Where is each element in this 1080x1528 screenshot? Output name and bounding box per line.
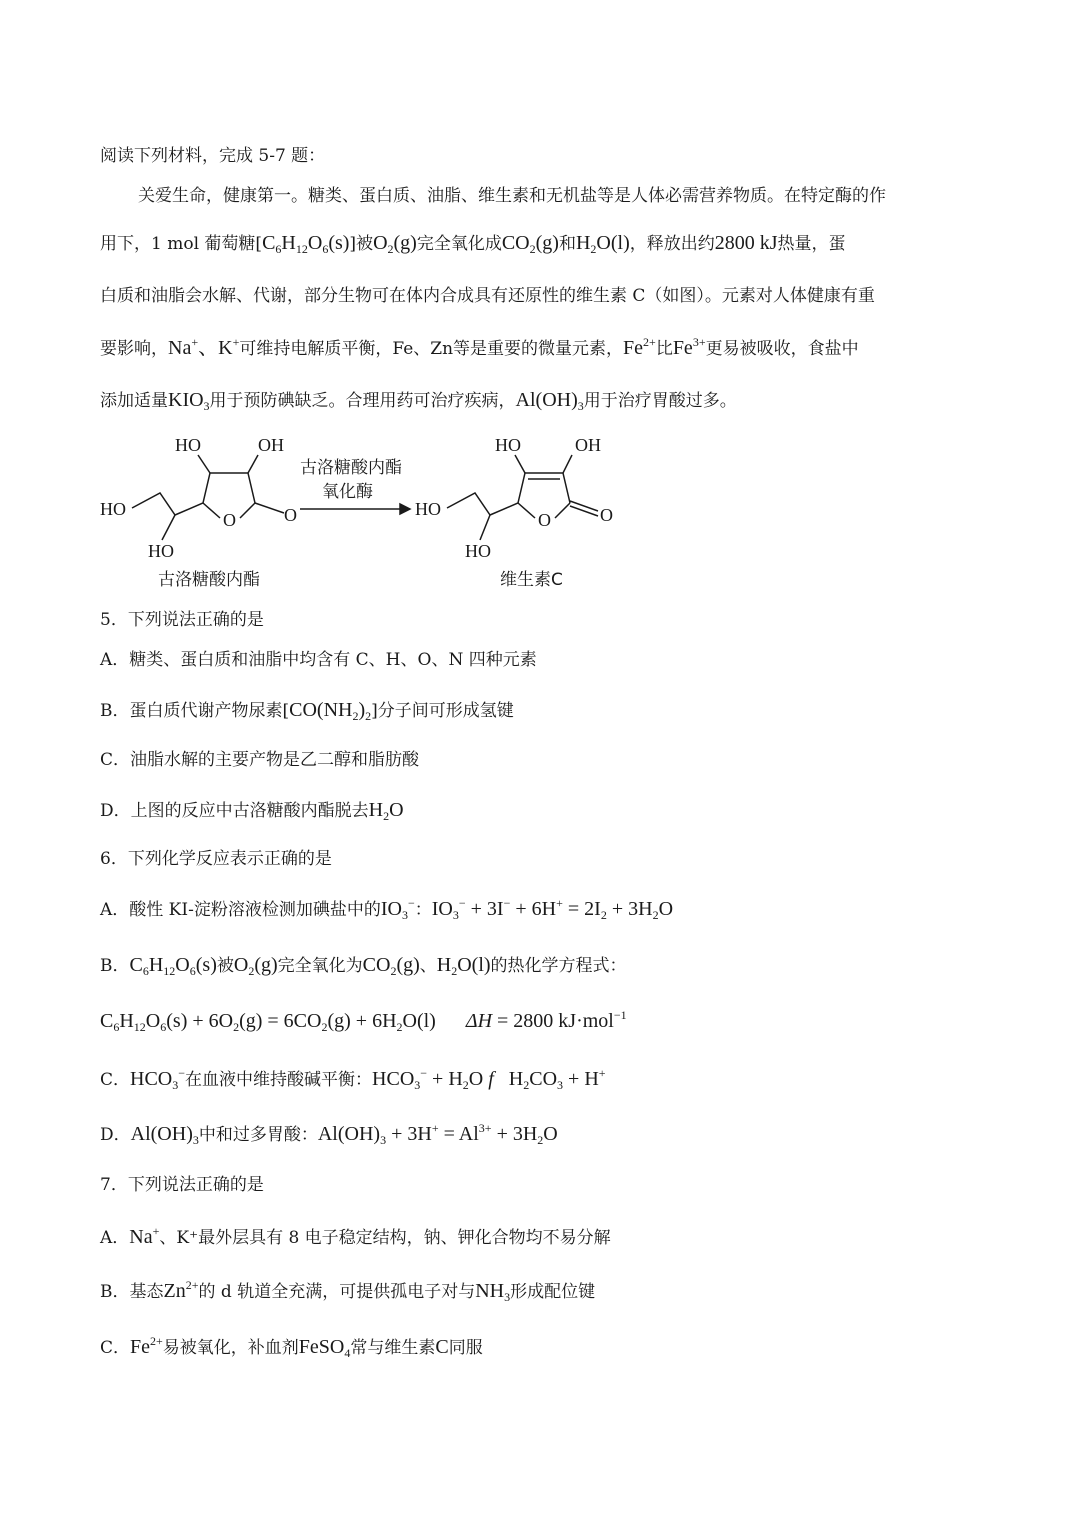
question-6-option-c: C．$HCO_3^-$在血液中维持酸碱平衡：$HCO_3^- + H_2O$ f $H_2CO_3 + H^+$ xyxy=(100,1066,606,1092)
reactant-ho-left: HO xyxy=(100,499,126,519)
question-7-option-c: C．$Fe^{2+}$易被氧化，补血剂FeSO$_4$常与维生素C同服 xyxy=(100,1334,483,1360)
reactant-carbonyl-o: O xyxy=(284,505,297,525)
reactant-oh-top: OH xyxy=(258,435,284,455)
reactant-structure xyxy=(132,455,284,540)
question-6-option-d: D．$Al(OH)_3$中和过多胃酸：$Al(OH)_3 + 3H^+ = Al^{3+} + 3H_2O$ xyxy=(100,1121,558,1147)
arrow-label-enzyme-line-1: 古洛糖酸内酯 xyxy=(300,458,402,478)
question-5-option-b: B．蛋白质代谢产物尿素$[CO(NH_2)_2]$分子间可形成氢键 xyxy=(100,699,514,723)
reaction-arrow xyxy=(300,504,410,514)
question-6-option-b-equation: $C_6H_{12}O_6(s) + 6O_2(g) = 6CO_2(g) + 6H_2O(l)$ ΔH = 2800 kJ·mol$^{-1}$ xyxy=(100,1008,627,1034)
arrow-label-enzyme-line-2: 氧化酶 xyxy=(322,482,373,502)
product-ring-o: O xyxy=(538,510,551,530)
intro-paragraph-line-3: 白质和油脂会水解、代谢，部分生物可在体内合成具有还原性的维生素 C（如图）。元素对人体健康有重 xyxy=(100,286,875,306)
question-5-option-c: C．油脂水解的主要产物是乙二醇和脂肪酸 xyxy=(100,750,420,770)
question-5-option-d: D．上图的反应中古洛糖酸内酯脱去$H_2O$ xyxy=(100,799,404,823)
vitamin-c-synthesis-diagram xyxy=(90,425,630,600)
question-5-stem: 5．下列说法正确的是 xyxy=(100,610,264,630)
question-6-option-a: A．酸性 KI-淀粉溶液检测加碘盐中的$IO_3^-$：$IO_3^- + 3I^- + 6H^+ = 2I_2 + 3H_2O$ xyxy=(100,896,674,922)
intro-paragraph-line-5: 添加适量$KIO_3$用于预防碘缺乏。合理用药可治疗疾病，$Al(OH)_3$用于治疗胃酸过多。 xyxy=(100,389,737,413)
intro-paragraph-line-2: 用下，1 mol 葡萄糖$[C_6H_{12}O_6(s)]$被$O_2(g)$完全氧化成$CO_2(g)$和$H_2O(l)$，释放出约2800 kJ热量，蛋 xyxy=(100,232,846,256)
product-oh-top: OH xyxy=(575,435,601,455)
reactant-ho-bottom: HO xyxy=(148,541,174,561)
intro-paragraph-line-1: 关爱生命，健康第一。糖类、蛋白质、油脂、维生素和无机盐等是人体必需营养物质。在特定酶的作 xyxy=(138,186,886,206)
question-6-stem: 6．下列化学反应表示正确的是 xyxy=(100,849,332,869)
product-carbonyl-o: O xyxy=(600,505,613,525)
product-name: 维生素C xyxy=(500,570,563,590)
question-5-option-a: A．糖类、蛋白质和油脂中均含有 C、H、O、N 四种元素 xyxy=(100,650,537,670)
reactant-name: 古洛糖酸内酯 xyxy=(158,570,260,590)
product-ho-top: HO xyxy=(495,435,521,455)
product-ho-bottom: HO xyxy=(465,541,491,561)
question-7-stem: 7．下列说法正确的是 xyxy=(100,1175,264,1195)
intro-paragraph-line-4: 要影响，Na+、K+可维持电解质平衡，Fe、Zn等是重要的微量元素，$Fe^{2+}$比$Fe^{3+}$更易被吸收，食盐中 xyxy=(100,335,859,359)
product-structure xyxy=(447,455,598,540)
question-7-option-b: B．基态$Zn^{2+}$的 d 轨道全充满，可提供孤电子对与$NH_3$形成配位键 xyxy=(100,1278,596,1304)
intro-heading: 阅读下列材料，完成 5-7 题： xyxy=(100,146,326,166)
product-ho-left: HO xyxy=(415,499,441,519)
reactant-ring-o: O xyxy=(223,510,236,530)
question-6-option-b: B．$C_6H_{12}O_6(s)$被$O_2(g)$完全氧化为$CO_2(g)$、$H_2O(l)$的热化学方程式： xyxy=(100,954,627,978)
question-7-option-a: A．Na+、K⁺最外层具有 8 电子稳定结构，钠、钾化合物均不易分解 xyxy=(100,1224,611,1248)
reactant-ho-top: HO xyxy=(175,435,201,455)
